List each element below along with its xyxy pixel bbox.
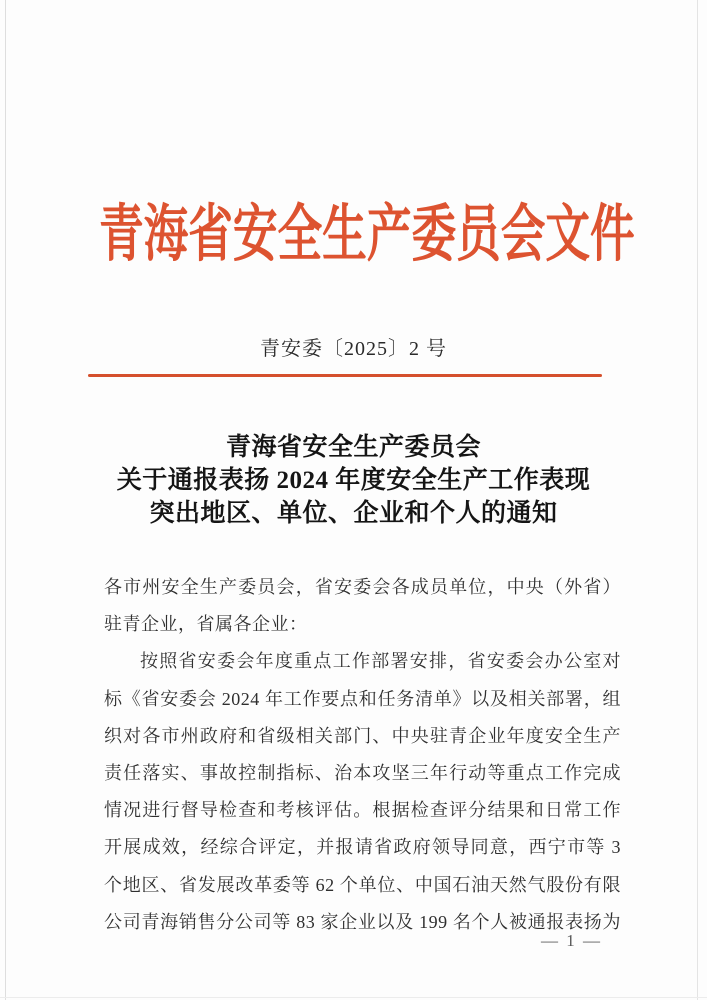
document-header-banner: 青海省安全生产委员会文件 bbox=[98, 201, 635, 269]
body-line-salutation: 各市州安全生产委员会，省安委会各成员单位，中央（外省） bbox=[104, 577, 621, 597]
red-divider-line bbox=[88, 374, 602, 377]
body-line: 责任落实、事故控制指标、治本攻坚三年行动等重点工作完成 bbox=[104, 762, 621, 783]
body-line: 标《省安委会 2024 年工作要点和任务清单》以及相关部署，组 bbox=[104, 688, 621, 709]
document-number: 青安委〔2025〕2 号 bbox=[260, 338, 447, 360]
page-number: — 1 — bbox=[541, 931, 602, 950]
body-line-paragraph-start: 按照省安委会年度重点工作部署安排，省安委会办公室对 bbox=[140, 651, 621, 672]
document-title-line-2: 关于通报表扬 2024 年度安全生产工作表现 bbox=[116, 467, 591, 494]
document-title-line-1: 青海省安全生产委员会 bbox=[225, 434, 481, 461]
document-body bbox=[104, 569, 621, 941]
body-line: 情况进行督导检查和考核评估。根据检查评分结果和日常工作 bbox=[104, 800, 621, 821]
body-line-salutation-end: 驻青企业，省属各企业： bbox=[104, 614, 308, 635]
page-bottom-edge bbox=[0, 997, 707, 998]
body-line: 个地区、省发展改革委等 62 个单位、中国石油天然气股份有限 bbox=[104, 874, 621, 895]
document-title bbox=[0, 431, 707, 530]
body-line: 织对各市州政府和省级相关部门、中央驻青企业年度安全生产 bbox=[104, 725, 621, 746]
document-title-line-3: 突出地区、单位、企业和个人的通知 bbox=[149, 500, 558, 527]
body-line: 开展成效，经综合评定，并报请省政府领导同意，西宁市等 3 bbox=[104, 837, 621, 858]
body-line: 公司青海销售分公司等 83 家企业以及 199 名个人被通报表扬为 bbox=[104, 911, 621, 932]
